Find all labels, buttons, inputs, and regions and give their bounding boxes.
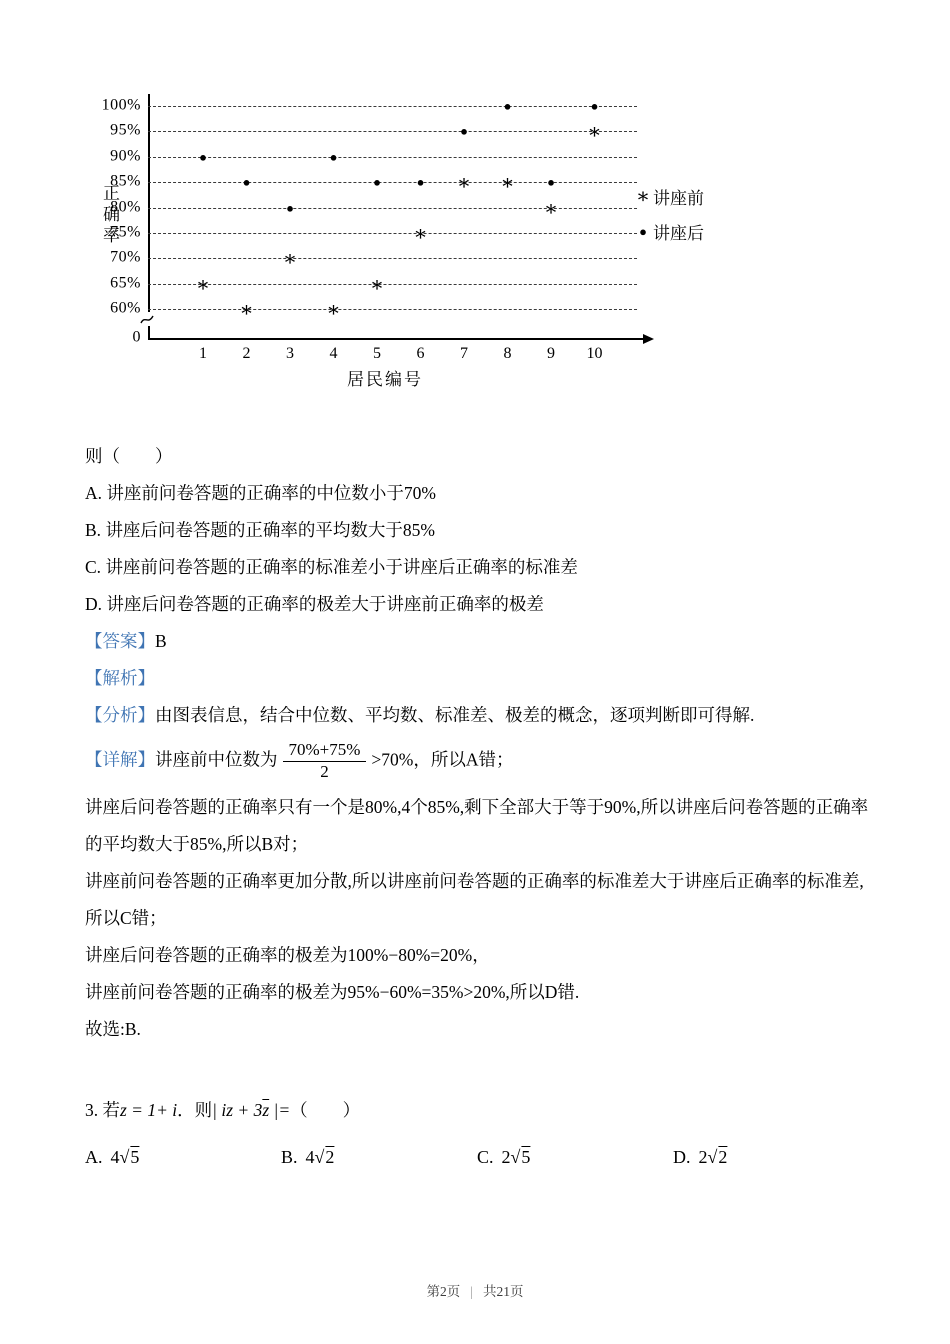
data-point-asterisk-2: ∗ bbox=[239, 297, 254, 322]
option-a-text: 讲座前问卷答题的正确率的中位数小于70% bbox=[106, 483, 436, 503]
data-point-asterisk-10: ∗ bbox=[587, 119, 602, 144]
data-point-asterisk-3: ∗ bbox=[282, 246, 298, 271]
q3-option-c bbox=[477, 1139, 673, 1176]
total-pages: 共21页 bbox=[482, 1284, 524, 1299]
data-point-asterisk-8: ∗ bbox=[500, 170, 515, 195]
math-expr-right: |= bbox=[269, 1099, 291, 1120]
gridline bbox=[148, 208, 637, 209]
q3-option-a-label: A. bbox=[85, 1146, 103, 1167]
x-axis-line bbox=[148, 338, 645, 340]
conclusion-line: 故选:B. bbox=[85, 1018, 141, 1039]
gridline bbox=[148, 309, 637, 310]
data-point-dot-8: ● bbox=[503, 98, 512, 114]
legend-item-after bbox=[633, 219, 704, 243]
data-point-dot-9: ● bbox=[547, 174, 555, 190]
data-point-asterisk-5: ∗ bbox=[369, 272, 385, 297]
detail-prefix: 讲座前中位数为 bbox=[155, 749, 278, 770]
q3-option-d bbox=[673, 1139, 869, 1176]
q3-option-c-expression: 2√5 bbox=[501, 1146, 531, 1167]
y-tick-label: 90% bbox=[110, 147, 141, 165]
solution-paragraph-d2: 讲座前问卷答题的正确率的极差为95%−60%=35%>20%,所以D错. bbox=[85, 981, 580, 1002]
detail-line bbox=[85, 740, 869, 783]
answer-blank: （ ） bbox=[290, 1099, 361, 1120]
option-a-label: A. bbox=[85, 483, 103, 503]
data-point-dot-7: ● bbox=[460, 123, 468, 139]
data-point-asterisk-1: ∗ bbox=[195, 272, 211, 297]
y-tick-label: 60% bbox=[110, 299, 141, 317]
answer-line bbox=[85, 623, 869, 660]
detail-tag: 【详解】 bbox=[85, 749, 155, 770]
gridline bbox=[148, 131, 637, 132]
question-stem: 则（ ） bbox=[85, 446, 173, 466]
x-tick-label: 8 bbox=[503, 345, 512, 362]
q3-option-a-expression: 4√5 bbox=[110, 1146, 140, 1167]
axis-break-icon bbox=[139, 312, 159, 331]
analysis-header-line bbox=[85, 660, 869, 697]
option-b-text: 讲座后问卷答题的正确率的平均数大于85% bbox=[105, 520, 436, 540]
option-c bbox=[85, 549, 869, 586]
question3-stem bbox=[85, 1092, 869, 1129]
legend-label-after: 讲座后 bbox=[653, 223, 704, 243]
x-axis-title: 居民编号 bbox=[347, 370, 423, 389]
data-point-dot-10: ● bbox=[590, 98, 599, 114]
radical-sign: √ bbox=[707, 1146, 718, 1167]
y-tick-label: 70% bbox=[110, 249, 141, 267]
page-number: 第2页 bbox=[426, 1284, 461, 1299]
fraction-denominator: 2 bbox=[320, 762, 329, 782]
gridline bbox=[148, 106, 637, 107]
q3-option-d-expression: 2√2 bbox=[698, 1146, 728, 1167]
option-a bbox=[85, 475, 869, 512]
y-axis-title: 正确率 bbox=[100, 184, 119, 247]
data-point-dot-1: ● bbox=[199, 149, 207, 165]
z-conjugate: $\overline{z}$ bbox=[262, 1099, 270, 1120]
asterisk-marker-icon: ∗ bbox=[635, 183, 651, 208]
fraction-numerator: 70%+75% bbox=[283, 740, 367, 762]
q3-option-b-label: B. bbox=[281, 1146, 298, 1167]
radical-sign: √ bbox=[119, 1146, 130, 1167]
answer-value: B bbox=[155, 631, 167, 651]
x-axis-arrow-icon bbox=[643, 334, 654, 344]
radical-sign: √ bbox=[314, 1146, 325, 1167]
gridline bbox=[148, 182, 637, 183]
option-d bbox=[85, 586, 869, 623]
gridline bbox=[148, 157, 637, 158]
y-tick-label: 65% bbox=[110, 274, 141, 292]
fraction bbox=[283, 740, 367, 783]
option-c-label: C. bbox=[85, 557, 102, 577]
question-3 bbox=[85, 1092, 869, 1176]
dot-marker-icon: ● bbox=[639, 223, 647, 239]
x-tick-label: 10 bbox=[586, 345, 603, 362]
math-expr-left: | iz + 3 bbox=[212, 1099, 263, 1120]
data-point-dot-4: ● bbox=[329, 149, 338, 165]
x-tick-label: 1 bbox=[199, 345, 207, 362]
option-d-text: 讲座后问卷答题的正确率的极差大于讲座前正确率的极差 bbox=[106, 594, 544, 614]
option-c-text: 讲座前问卷答题的正确率的标准差小于讲座后正确率的标准差 bbox=[105, 557, 578, 577]
q3-option-c-label: C. bbox=[477, 1146, 494, 1167]
y-tick-label: 100% bbox=[101, 96, 141, 114]
x-tick-label: 7 bbox=[460, 345, 468, 362]
data-point-asterisk-9: ∗ bbox=[543, 195, 559, 220]
page-footer bbox=[0, 1280, 950, 1300]
solution-paragraph-c: 讲座前问卷答题的正确率更加分散,所以讲座前问卷答题的正确率的标准差大于讲座后正确率的标准差,所以C错； bbox=[85, 870, 864, 928]
x-tick-label: 3 bbox=[286, 345, 294, 362]
q3-option-a bbox=[85, 1139, 281, 1176]
data-point-dot-3: ● bbox=[286, 200, 294, 216]
detail-suffix: >70%，所以A错； bbox=[371, 749, 514, 770]
question3-number: 3. 若 bbox=[85, 1099, 120, 1120]
q3-option-d-label: D. bbox=[673, 1146, 691, 1167]
data-point-asterisk-7: ∗ bbox=[456, 170, 472, 195]
x-tick-label: 9 bbox=[547, 345, 555, 362]
origin-label: 0 bbox=[132, 328, 141, 346]
x-tick-label: 6 bbox=[416, 345, 425, 362]
analysis-header-tag: 【解析】 bbox=[85, 668, 155, 688]
answer-tag: 【答案】 bbox=[85, 631, 155, 651]
gridline bbox=[148, 233, 637, 234]
data-point-asterisk-6: ∗ bbox=[413, 221, 428, 246]
math-modulus-expression bbox=[212, 1100, 290, 1120]
plot-area bbox=[85, 88, 845, 404]
question3-mid-text: ．则 bbox=[177, 1099, 213, 1120]
option-d-label: D. bbox=[85, 594, 103, 614]
y-tick-label: 80% bbox=[110, 198, 141, 216]
data-point-dot-5: ● bbox=[373, 174, 381, 190]
y-tick-label: 75% bbox=[110, 223, 141, 241]
radical-sign: √ bbox=[510, 1146, 521, 1167]
solution-paragraph-b: 讲座后问卷答题的正确率只有一个是80%,4个85%,剩下全部大于等于90%,所以讲座后问卷答题的正确率的平均数大于85%,所以B对； bbox=[85, 796, 869, 854]
footer-separator: | bbox=[470, 1284, 473, 1299]
legend-item-before bbox=[633, 184, 704, 208]
y-tick-label: 85% bbox=[110, 172, 141, 190]
x-tick-label: 4 bbox=[329, 345, 338, 362]
data-point-asterisk-4: ∗ bbox=[326, 297, 341, 322]
q3-option-b bbox=[281, 1139, 477, 1176]
math-z-definition: z = 1+ i bbox=[120, 1099, 178, 1120]
data-point-dot-2: ● bbox=[242, 174, 251, 190]
q3-option-b-expression: 4√2 bbox=[305, 1146, 335, 1167]
gridline bbox=[148, 258, 637, 259]
analysis-line bbox=[85, 697, 869, 734]
solution-content bbox=[85, 438, 869, 1176]
data-point-dot-6: ● bbox=[416, 174, 425, 190]
legend-label-before: 讲座前 bbox=[653, 188, 704, 208]
analysis-tag: 【分析】 bbox=[85, 705, 155, 725]
option-b-label: B. bbox=[85, 520, 102, 540]
question3-options bbox=[85, 1139, 869, 1176]
chart-legend bbox=[633, 184, 704, 254]
x-tick-label: 2 bbox=[242, 345, 251, 362]
y-tick-label: 95% bbox=[110, 122, 141, 140]
x-tick-label: 5 bbox=[373, 345, 381, 362]
option-b bbox=[85, 512, 869, 549]
gridline bbox=[148, 284, 637, 285]
analysis-text: 由图表信息，结合中位数、平均数、标准差、极差的概念，逐项判断即可得解. bbox=[155, 705, 755, 725]
scatter-chart bbox=[85, 88, 845, 404]
solution-paragraph-d1: 讲座后问卷答题的正确率的极差为100%−80%=20%， bbox=[85, 944, 490, 965]
